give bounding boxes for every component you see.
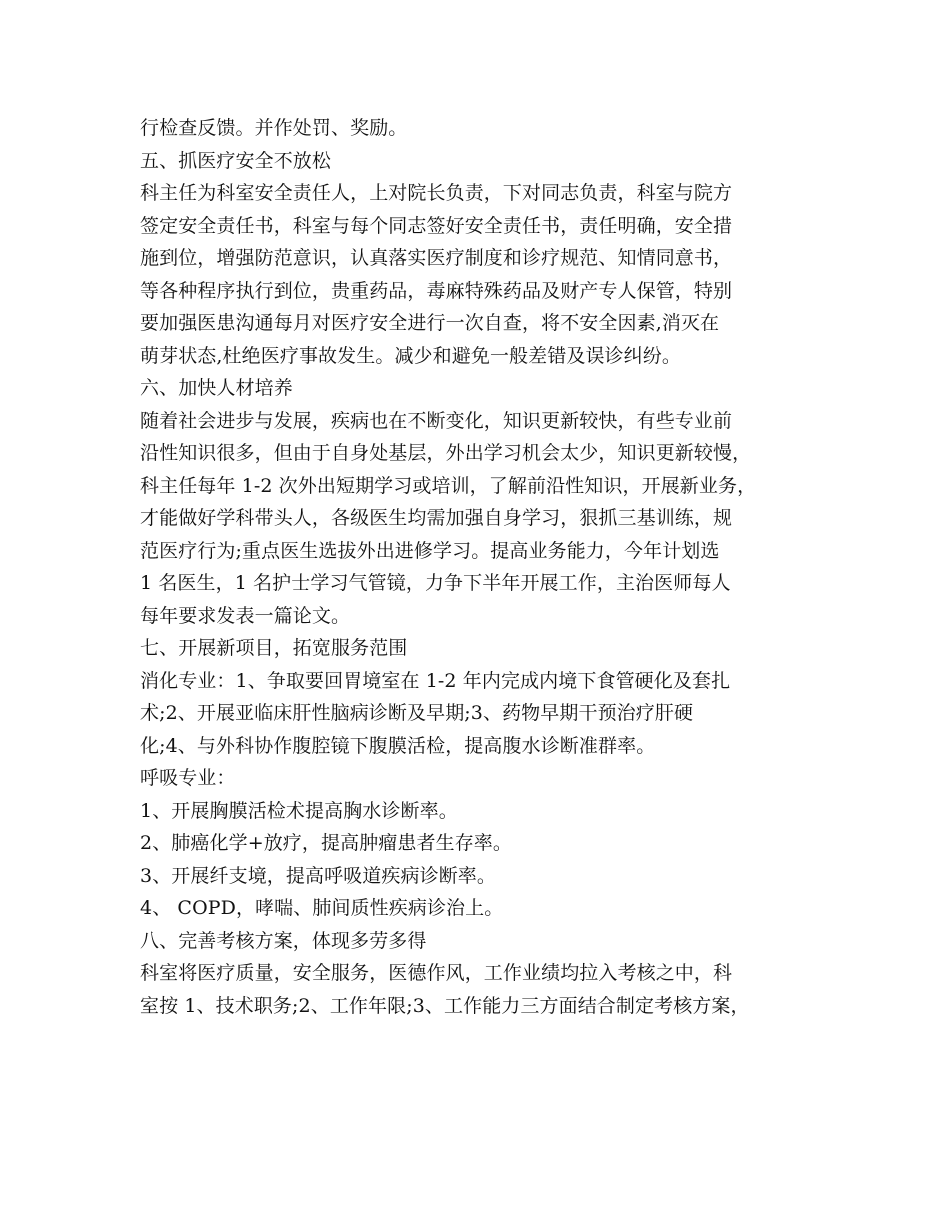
list-item: 4、 COPD，哮喘、肺间质性疾病诊治上。 [140,897,504,919]
text-line: 科室将医疗质量，安全服务，医德作风，工作业绩均拉入考核之中，科 [140,962,733,984]
text-line: 签定安全责任书，科室与每个同志签好安全责任书，责任明确，安全措 [140,214,733,237]
text-line: 室按 1、技术职务;2、工作年限;3、工作能力三方面结合制定考核方案， [140,994,750,1017]
text-line: 科主任每年 1-2 次外出短期学习或培训，了解前沿性知识，开展新业务， [140,474,757,497]
text-line: 范医疗行为;重点医生选拔外出进修学习。提高业务能力，今年计划选 [140,539,720,562]
text-line: 消化专业：1、争取要回胃境室在 1-2 年内完成内境下食管硬化及套扎 [140,669,731,692]
section-heading: 七、开展新项目，拓宽服务范围 [140,637,408,659]
text-line: 行检查反馈。并作处罚、奖励。 [140,117,408,139]
subsection-heading: 呼吸专业： [140,767,236,789]
text-line: 科主任为科室安全责任人，上对院长负责，下对同志负责，科室与院方 [140,182,733,204]
document-body [140,112,820,1022]
text-line: 随着社会进步与发展，疾病也在不断变化，知识更新较快，有些专业前 [140,409,733,432]
section-heading: 六、加快人材培养 [140,377,293,399]
text-line: 萌芽状态,杜绝医疗事故发生。减少和避免一般差错及误诊纠纷。 [140,344,681,367]
text-line: 1 名医生，1 名护士学习气管镜，力争下半年开展工作，主治医师每人 [140,572,731,594]
text-line: 等各种程序执行到位，贵重药品，毒麻特殊药品及财产专人保管，特别 [140,279,733,302]
list-item: 3、开展纤支境，提高呼吸道疾病诊断率。 [140,864,496,887]
text-line: 要加强医患沟通每月对医疗安全进行一次自查，将不安全因素,消灭在 [140,312,720,334]
text-line: 术;2、开展亚临床肝性脑病诊断及早期;3、药物早期干预治疗肝硬 [140,702,694,724]
list-item: 2、肺癌化学+放疗，提高肿瘤患者生存率。 [140,832,513,854]
text-line: 才能做好学科带头人，各级医生均需加强自身学习，狠抓三基训练，规 [140,507,733,529]
list-item: 1、开展胸膜活检术提高胸水诊断率。 [140,799,458,822]
text-line: 化;4、与外科协作腹腔镜下腹膜活检，提高腹水诊断准群率。 [140,734,656,757]
text-line: 施到位，增强防范意识，认真落实医疗制度和诊疗规范、知情同意书， [140,247,733,269]
section-heading: 八、完善考核方案，体现多劳多得 [140,929,427,952]
text-line: 沿性知识很多，但由于自身处基层，外出学习机会太少，知识更新较慢， [140,442,752,464]
section-heading: 五、抓医疗安全不放松 [140,149,332,172]
text-line: 每年要求发表一篇论文。 [140,604,351,627]
